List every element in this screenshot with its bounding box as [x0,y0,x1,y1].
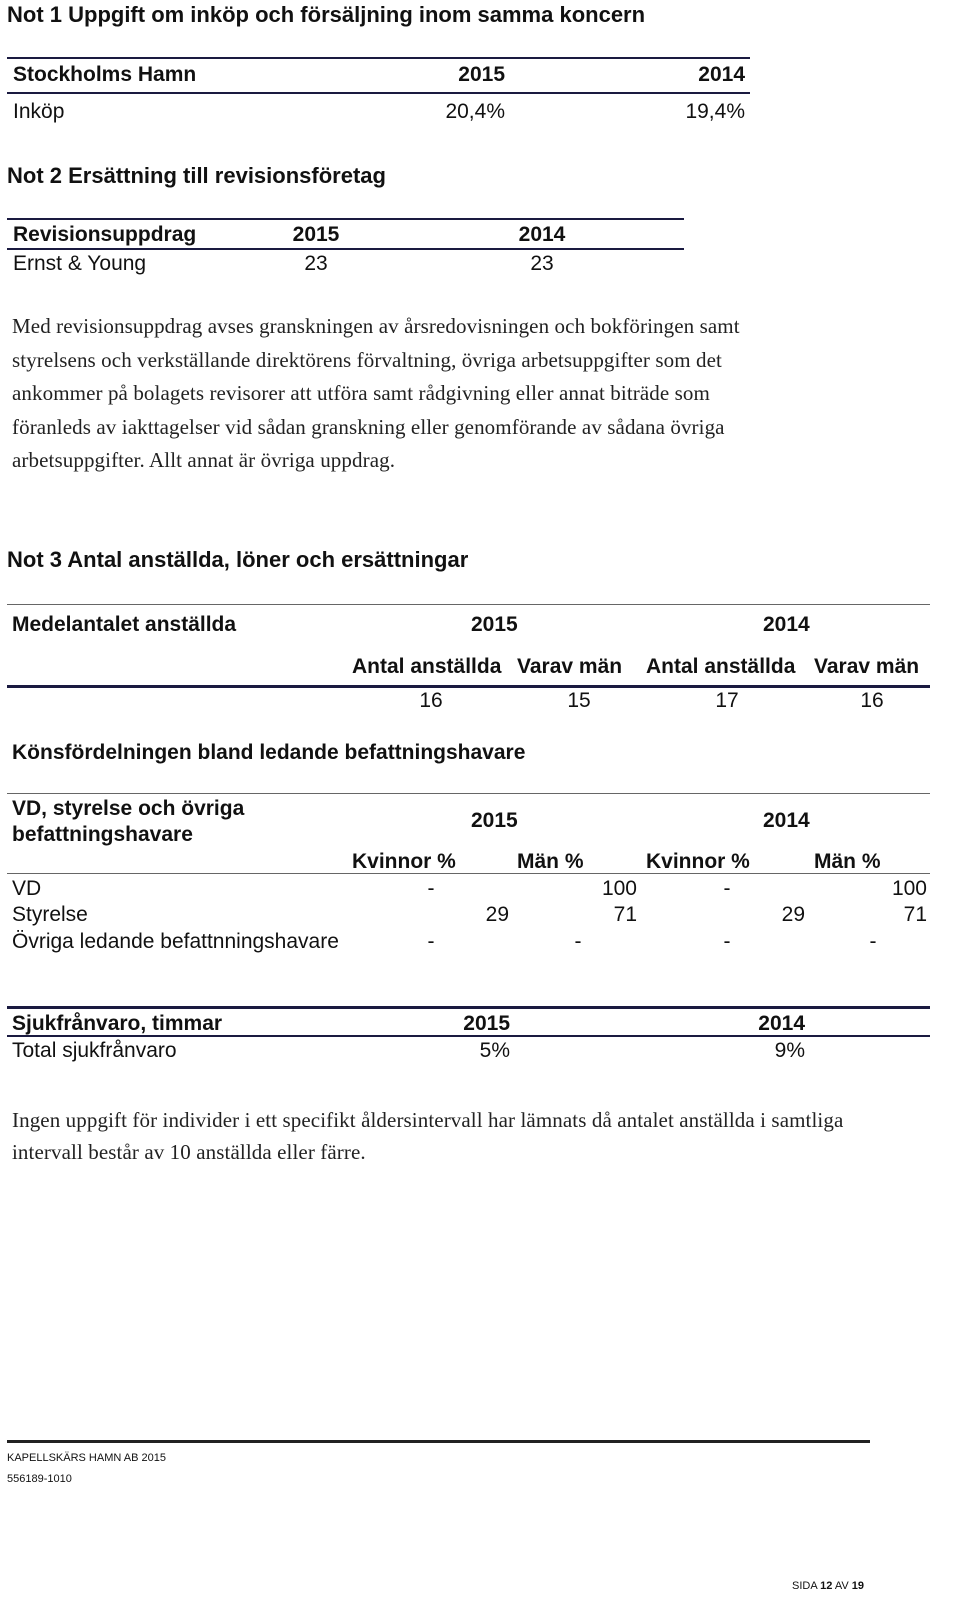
table-divider [7,1006,930,1009]
footer-divider [7,1440,870,1443]
gender-label-line1: VD, styrelse och övriga [12,797,245,820]
table-header-year: 2015 [458,63,505,86]
table-cell: 23 [304,252,328,275]
table-cell: - [574,930,582,953]
employees-label: Medelantalet anställda [12,613,237,636]
table-row-label: Total sjukfrånvaro [12,1039,177,1062]
table-row-label: Inköp [13,100,65,123]
sick-header-label: Sjukfrånvaro, timmar [12,1012,223,1035]
table-cell: 9% [774,1039,805,1062]
gender-year-2014: 2014 [763,809,810,832]
table-cell: - [427,877,435,900]
table-cell: - [869,930,877,953]
table-cell: - [723,877,731,900]
note2-paragraph: Med revisionsuppdrag avses granskningen av årsredovisningen och bokföringen samt styrelsens och verkställande direktörens förvaltning, övriga arbetsuppgifter som det ankommer på bolagets revisorer att utföra samt rådgivning eller annat biträde som föranleds av iakttagelser vid sådan granskning eller genomförande av sådana övriga arbetsuppgifter. Allt annat är övriga uppdrag. [12,314,740,472]
table-cell: 5% [479,1039,510,1062]
footer-company: KAPELLSKÄRS HAMN AB 2015 [7,1452,166,1464]
table-cell: 71 [903,903,927,926]
footer-org-number: 556189-1010 [7,1473,72,1485]
gender-subheader: Män % [814,850,881,873]
table-header-year: 2015 [292,223,340,246]
table-header-label: Revisionsuppdrag [13,223,197,246]
employees-value: 16 [419,689,443,712]
table-row-label: Styrelse [12,903,88,926]
table-divider [7,604,930,605]
page-current: 12 [820,1580,833,1592]
sick-header-year: 2015 [463,1012,510,1035]
employees-year-2014: 2014 [763,613,810,636]
employees-subheader: Varav män [517,655,623,678]
page-prefix: SIDA [792,1580,821,1592]
table-cell: 19,4% [685,100,745,123]
table-divider [7,218,684,220]
employees-value: 17 [715,689,739,712]
table-divider [7,57,750,59]
employees-subheader: Antal anställda [352,655,502,678]
table-divider [7,92,750,94]
table-cell: - [427,930,435,953]
employees-subheader: Varav män [814,655,920,678]
table-divider [7,873,930,874]
page-separator: AV [832,1580,852,1592]
gender-year-2015: 2015 [471,809,518,832]
table-row-label: Ernst & Young [13,252,147,275]
page-indicator [792,1580,864,1592]
gender-subheader: Kvinnor % [352,850,456,873]
table-cell: 29 [781,903,805,926]
table-cell: 29 [485,903,509,926]
table-row-label: VD [12,877,42,900]
employees-subheader: Antal anställda [646,655,796,678]
table-cell: 71 [613,903,637,926]
table-cell: 20,4% [445,100,505,123]
table-header-label: Stockholms Hamn [13,63,197,86]
note2-title: Not 2 Ersättning till revisionsföretag [7,163,386,188]
table-divider [7,793,930,794]
employees-value: 16 [860,689,884,712]
table-divider [7,248,684,250]
gender-title: Könsfördelningen bland ledande befattningshavare [12,741,526,764]
table-cell: 100 [601,877,637,900]
table-divider [7,685,930,688]
gender-subheader: Kvinnor % [646,850,750,873]
table-header-year: 2014 [698,63,745,86]
sick-header-year: 2014 [758,1012,805,1035]
table-divider [7,1035,930,1037]
table-header-year: 2014 [518,223,566,246]
table-row-label: Övriga ledande befattnningshavare [12,930,339,953]
page-total: 19 [851,1580,864,1592]
note3-title: Not 3 Antal anställda, löner och ersättningar [7,547,469,572]
table-cell: - [723,930,731,953]
table-cell: 23 [530,252,554,275]
gender-subheader: Män % [517,850,584,873]
note1-title: Not 1 Uppgift om inköp och försäljning inom samma koncern [7,2,646,27]
note3-paragraph: Ingen uppgift för individer i ett specifikt åldersintervall har lämnats då antalet anställda i samtliga intervall består av 10 anställda eller färre. [12,1108,844,1164]
table-cell: 100 [891,877,927,900]
employees-year-2015: 2015 [471,613,518,636]
gender-label-line2: befattningshavare [12,823,193,846]
employees-value: 15 [567,689,591,712]
